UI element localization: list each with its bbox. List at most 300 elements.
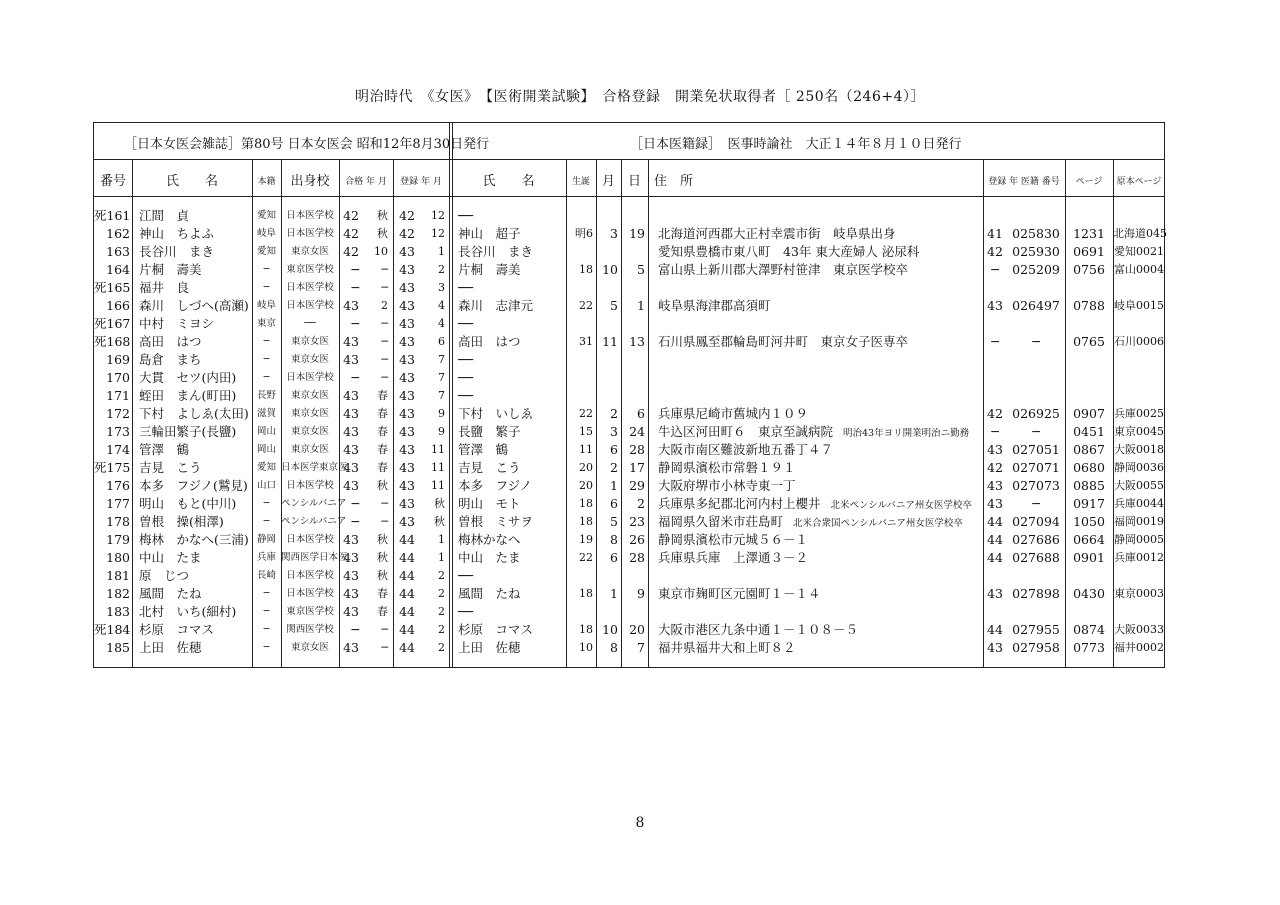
cell-name: 吉見 こう (139, 460, 202, 475)
address-text: 牛込区河田町６ 東京至誠病院 (658, 424, 834, 439)
table-row (94, 513, 1164, 531)
cell-name: 森川 しづへ(高瀬) (139, 298, 249, 313)
cell-num: 163 (106, 244, 130, 259)
cell-birth-day: 28 (629, 550, 645, 565)
cell-address (658, 297, 982, 317)
cell-address (658, 531, 982, 551)
cell-oldpage: 兵庫0025 (1114, 407, 1164, 420)
table-row (94, 441, 1164, 459)
cell-school: 東京女医 (290, 444, 329, 455)
cell-name2: 吉見 こう (458, 460, 521, 475)
address-text: 兵庫県兵庫 上澤通３－２ (658, 550, 809, 565)
cell-origin: 愛知 (256, 246, 276, 257)
cell-reg-year: 43 (399, 460, 415, 475)
cell-num: 173 (106, 424, 130, 439)
cell-name2: ── (458, 208, 474, 223)
cell-reg-year: 43 (399, 262, 415, 277)
cell-pass-month: 春 (377, 407, 388, 420)
cell-reg-number: 027051 (1012, 442, 1060, 457)
cell-oldpage: 兵庫0012 (1114, 551, 1164, 564)
cell-origin: 東京 (256, 318, 276, 329)
cell-oldpage: 福井0002 (1114, 641, 1164, 654)
cell-num: 164 (106, 262, 130, 277)
cell-origin: 長崎 (256, 570, 276, 581)
header-page: ページ (1075, 177, 1103, 187)
cell-origin: 岐阜 (256, 300, 276, 311)
cell-oldpage: 石川0006 (1114, 335, 1164, 348)
cell-birth-month: 5 (610, 514, 618, 529)
cell-pass-year: 43 (343, 442, 359, 457)
cell-birth-year: 10 (579, 641, 593, 654)
cell-num: 182 (106, 586, 130, 601)
address-text: 北海道河西郡大正村幸震市街 岐阜県出身 (658, 226, 896, 241)
cell-name2: 明山 モト (458, 496, 521, 511)
cell-reg-number: 027898 (1012, 586, 1060, 601)
address-text: 大阪市港区九条中通１－１０８－５ (658, 622, 859, 637)
cell-reg-year: 44 (399, 586, 415, 601)
cell-name: 大貫 セツ(内田) (139, 370, 237, 385)
cell-page: 0430 (1073, 586, 1105, 601)
cell-pass-year: 43 (343, 388, 359, 403)
address-text: 岐阜県海津郡高須町 (658, 298, 771, 313)
cell-birth-year: 31 (579, 335, 593, 348)
cell-reg-year2: 43 (987, 496, 1003, 511)
cell-address (658, 513, 982, 533)
table-row (94, 639, 1164, 657)
cell-birth-month: 2 (610, 460, 618, 475)
address-text: 静岡県濱松市常磐１９１ (658, 460, 796, 475)
cell-name2: 片桐 壽美 (458, 262, 521, 277)
cell-name2: ── (458, 280, 474, 295)
cell-pass-month: ─ (381, 353, 388, 366)
cell-origin: ─ (263, 624, 270, 635)
cell-school: 東京女医 (290, 426, 329, 437)
cell-name2: 梅林かなへ (458, 532, 521, 547)
table-row (94, 603, 1164, 621)
cell-origin: 兵庫 (256, 552, 276, 563)
cell-address (658, 387, 982, 407)
cell-birth-month: 3 (610, 226, 618, 241)
cell-name: 本多 フジノ(鷲見) (139, 478, 248, 493)
cell-pass-month: 春 (377, 587, 388, 600)
cell-reg-number: ─ (1032, 424, 1040, 439)
cell-reg-year: 42 (399, 226, 415, 241)
cell-num: 183 (106, 604, 130, 619)
cell-origin: 静岡 (256, 534, 276, 545)
cell-pass-year: 42 (343, 208, 359, 223)
cell-origin: 岡山 (256, 444, 276, 455)
cell-reg-year2: ─ (991, 262, 999, 277)
cell-birth-day: 7 (637, 640, 645, 655)
cell-reg-number: 025209 (1012, 262, 1060, 277)
cell-origin: ─ (263, 372, 270, 383)
cell-school: 日本医学校 (286, 300, 334, 311)
cell-reg-year2: ─ (991, 334, 999, 349)
cell-pass-month: 秋 (377, 209, 388, 222)
cell-name: 北村 いち(細村) (139, 604, 237, 619)
cell-num: 166 (106, 298, 130, 313)
address-note: 北米合衆国ペンシルバニア州女医学校卒 (793, 518, 963, 529)
cell-school: 東京女医 (290, 336, 329, 347)
cell-page: 0907 (1073, 406, 1105, 421)
table-row (94, 297, 1164, 315)
cell-name2: ── (458, 316, 474, 331)
cell-oldpage: 静岡0036 (1114, 461, 1164, 474)
cell-school: 東京女医 (290, 408, 329, 419)
cell-reg-number: 025830 (1012, 226, 1060, 241)
cell-oldpage: 大阪0018 (1114, 443, 1164, 456)
cell-reg-month: 3 (438, 281, 445, 294)
header-day: 日 (627, 174, 641, 189)
cell-address (658, 333, 982, 353)
cell-origin: ─ (263, 642, 270, 653)
cell-birth-month: 8 (610, 532, 618, 547)
cell-address (658, 405, 982, 425)
cell-num: 170 (106, 370, 130, 385)
cell-page: 0901 (1073, 550, 1105, 565)
cell-pass-month: 春 (377, 389, 388, 402)
cell-pass-month: 春 (377, 443, 388, 456)
cell-reg-year: 43 (399, 370, 415, 385)
cell-reg-year: 43 (399, 352, 415, 367)
cell-reg-year: 43 (399, 442, 415, 457)
cell-pass-month: ─ (381, 515, 388, 528)
cell-school: ペンシルバニア (281, 516, 347, 527)
cell-pass-year: 43 (343, 550, 359, 565)
cell-oldpage: 北海道045 (1113, 227, 1167, 240)
cell-pass-year: 43 (343, 334, 359, 349)
cell-reg-month: 秋 (434, 515, 445, 528)
cell-name2: 森川 志津元 (458, 298, 534, 313)
cell-name2: ── (458, 604, 474, 619)
cell-name2: 下村 いしゑ (458, 406, 534, 421)
cell-reg-number: 027955 (1012, 622, 1060, 637)
table-row (94, 207, 1164, 225)
cell-reg-number: 027686 (1012, 532, 1060, 547)
cell-origin: ─ (263, 336, 270, 347)
cell-page: 0680 (1073, 460, 1105, 475)
table-row (94, 495, 1164, 513)
cell-reg-year: 43 (399, 334, 415, 349)
cell-reg-month: 2 (438, 569, 445, 582)
cell-pass-year: 43 (343, 406, 359, 421)
cell-reg-year: 44 (399, 550, 415, 565)
cell-address (658, 495, 982, 515)
cell-oldpage: 東京0045 (1114, 425, 1164, 438)
cell-name: 神山 ちよふ (139, 226, 215, 241)
cell-origin: ─ (263, 282, 270, 293)
cell-reg-number: 027071 (1012, 460, 1060, 475)
cell-school: ペンシルバニア (281, 498, 347, 509)
cell-origin: ─ (263, 498, 270, 509)
cell-oldpage: 富山0004 (1114, 263, 1164, 276)
cell-reg-month: 7 (438, 389, 445, 402)
cell-address (658, 225, 982, 245)
cell-reg-number: 027094 (1012, 514, 1060, 529)
cell-num: 死168 (94, 334, 131, 349)
cell-school: 日本医学校 (286, 210, 334, 221)
cell-origin: ─ (263, 516, 270, 527)
cell-origin: 愛知 (256, 210, 276, 221)
header-oldpage: 原本ページ (1116, 177, 1162, 187)
cell-reg-year: 43 (399, 388, 415, 403)
cell-reg-month: 2 (438, 605, 445, 618)
cell-num: 死165 (94, 280, 131, 295)
address-text: 大阪市南区難波新地五番丁４７ (658, 442, 834, 457)
header-origin: 本籍 (257, 177, 276, 187)
cell-origin: ─ (263, 264, 270, 275)
cell-pass-month: ─ (381, 263, 388, 276)
header-name2: 氏 名 (482, 174, 535, 189)
cell-school: 日本医学校 (286, 228, 334, 239)
cell-name2: 神山 超子 (458, 226, 521, 241)
cell-oldpage: 静岡0005 (1114, 533, 1164, 546)
cell-name: 風間 たね (139, 586, 202, 601)
cell-address (658, 567, 982, 587)
cell-birth-day: 29 (629, 478, 645, 493)
cell-page: 0451 (1073, 424, 1105, 439)
cell-address (658, 423, 982, 443)
cell-birth-year: 20 (579, 479, 593, 492)
cell-num: 169 (106, 352, 130, 367)
header-school: 出身校 (290, 174, 330, 189)
cell-address (658, 315, 982, 335)
cell-pass-year: ─ (351, 370, 359, 385)
cell-school: 東京女医 (290, 354, 329, 365)
table-row (94, 351, 1164, 369)
table-row (94, 315, 1164, 333)
cell-num: 185 (106, 640, 130, 655)
cell-birth-year: 18 (579, 263, 593, 276)
cell-birth-month: 6 (610, 496, 618, 511)
cell-name2: 長谷川 まき (458, 244, 534, 259)
cell-birth-year: 18 (579, 515, 593, 528)
cell-origin: 滋賀 (256, 408, 276, 419)
cell-address (658, 477, 982, 497)
cell-num: 172 (106, 406, 130, 421)
cell-reg-year2: 43 (987, 442, 1003, 457)
cell-name: 中山 たま (139, 550, 202, 565)
cell-name2: 中山 たま (458, 550, 521, 565)
cell-address (658, 459, 982, 479)
cell-school: 東京医学校 (286, 606, 334, 617)
cell-reg-number: 026497 (1012, 298, 1060, 313)
cell-birth-day: 17 (629, 460, 645, 475)
cell-school: 日本医学校 (286, 282, 334, 293)
cell-birth-month: 11 (602, 334, 618, 349)
cell-oldpage: 東京0003 (1114, 587, 1164, 600)
table-row (94, 369, 1164, 387)
cell-name: 三輪田繁子(長鹽) (139, 424, 237, 439)
cell-reg-month: 2 (438, 587, 445, 600)
cell-pass-year: 43 (343, 298, 359, 313)
cell-name: 片桐 壽美 (139, 262, 202, 277)
cell-reg-year: 43 (399, 316, 415, 331)
table-row (94, 423, 1164, 441)
cell-pass-year: 42 (343, 244, 359, 259)
cell-name2: 上田 佐穂 (458, 640, 521, 655)
cell-reg-month: 11 (431, 479, 445, 492)
header-num: 番号 (99, 174, 126, 189)
address-note: 明治43年ヨリ開業明治ニ勤務 (843, 428, 970, 439)
cell-pass-year: 43 (343, 478, 359, 493)
cell-reg-month: 6 (438, 335, 445, 348)
cell-reg-number: 025930 (1012, 244, 1060, 259)
cell-num: 178 (106, 514, 130, 529)
cell-name2: ── (458, 370, 474, 385)
cell-birth-day: 26 (629, 532, 645, 547)
cell-pass-month: ─ (381, 281, 388, 294)
cell-address (658, 585, 982, 605)
left-section-title: ［日本女医会雑誌］第80号 日本女医会 昭和12年8月30日発行 (124, 137, 490, 152)
table-row (94, 333, 1164, 351)
cell-reg-year: 43 (399, 424, 415, 439)
cell-pass-year: 43 (343, 586, 359, 601)
cell-reg-year: 44 (399, 532, 415, 547)
cell-birth-year: 22 (579, 299, 593, 312)
cell-name: 曽根 操(相澤) (139, 514, 224, 529)
cell-pass-year: ─ (351, 262, 359, 277)
cell-reg-month: 11 (431, 461, 445, 474)
address-text: 愛知県豊橋市東八町 43年 東大産婦人 泌尿科 (658, 244, 920, 259)
cell-name2: 本多 フジノ (458, 478, 533, 493)
cell-reg-month: 1 (438, 551, 445, 564)
address-text: 静岡県濱松市元城５６－１ (658, 532, 809, 547)
cell-reg-month: 7 (438, 353, 445, 366)
header-regno: 登録 年 医籍 番号 (988, 177, 1060, 187)
cell-birth-month: 6 (610, 550, 618, 565)
cell-num: 177 (106, 496, 130, 511)
page-number: 8 (635, 815, 645, 831)
records-table (93, 122, 1165, 668)
cell-origin: 岡山 (256, 426, 276, 437)
cell-birth-day: 19 (629, 226, 645, 241)
cell-name: 明山 もと(中川) (139, 496, 237, 511)
cell-school: 日本医学東京医 (281, 462, 348, 473)
cell-birth-day: 20 (629, 622, 645, 637)
cell-pass-month: 10 (374, 245, 388, 258)
cell-birth-month: 8 (610, 640, 618, 655)
cell-reg-year2: 44 (987, 514, 1003, 529)
cell-birth-day: 1 (637, 298, 645, 313)
table-row (94, 405, 1164, 423)
cell-page: 0788 (1073, 298, 1105, 313)
cell-page: 0885 (1073, 478, 1105, 493)
cell-oldpage: 大阪0033 (1114, 623, 1164, 636)
header-name: 氏 名 (165, 174, 218, 189)
cell-pass-month: ─ (381, 641, 388, 654)
cell-reg-month: 11 (431, 443, 445, 456)
cell-pass-year: 43 (343, 568, 359, 583)
cell-birth-year: 明6 (575, 227, 593, 240)
cell-origin: ─ (263, 354, 270, 365)
cell-reg-number: ─ (1032, 496, 1040, 511)
cell-reg-month: 12 (431, 209, 445, 222)
cell-oldpage: 大阪0055 (1114, 479, 1164, 492)
cell-pass-year: ─ (351, 280, 359, 295)
cell-reg-number: 026925 (1012, 406, 1060, 421)
cell-reg-year2: 43 (987, 586, 1003, 601)
table-row (94, 585, 1164, 603)
cell-pass-month: 秋 (377, 551, 388, 564)
cell-reg-year2: 43 (987, 640, 1003, 655)
cell-num: 181 (106, 568, 130, 583)
cell-name2: ── (458, 568, 474, 583)
cell-oldpage: 福岡0019 (1114, 515, 1164, 528)
table-body (94, 207, 1167, 657)
cell-reg-year: 42 (399, 208, 415, 223)
table-row (94, 387, 1164, 405)
cell-page: 0664 (1073, 532, 1105, 547)
cell-name: 下村 よしゑ(太田) (139, 406, 249, 421)
cell-pass-year: 43 (343, 352, 359, 367)
cell-birth-month: 2 (610, 406, 618, 421)
cell-address (658, 639, 982, 659)
cell-oldpage: 岐阜0015 (1114, 299, 1164, 312)
cell-page: 0773 (1073, 640, 1105, 655)
cell-pass-month: 秋 (377, 227, 388, 240)
cell-address (658, 369, 982, 389)
cell-reg-year2: 44 (987, 532, 1003, 547)
cell-origin: 岐阜 (256, 228, 276, 239)
cell-origin: ─ (263, 588, 270, 599)
cell-birth-month: 10 (602, 622, 618, 637)
cell-reg-month: 4 (438, 299, 445, 312)
cell-pass-month: ─ (381, 371, 388, 384)
cell-school: 東京女医 (290, 642, 329, 653)
cell-birth-day: 6 (637, 406, 645, 421)
table-row (94, 549, 1164, 567)
cell-reg-year: 43 (399, 478, 415, 493)
cell-pass-year: 43 (343, 532, 359, 547)
cell-page: 0874 (1073, 622, 1105, 637)
cell-address (658, 351, 982, 371)
cell-school: 東京医学校 (286, 264, 334, 275)
cell-birth-day: 28 (629, 442, 645, 457)
cell-reg-year2: 43 (987, 478, 1003, 493)
cell-page: 0765 (1073, 334, 1105, 349)
cell-school: 東京女医 (290, 246, 329, 257)
cell-birth-year: 20 (579, 461, 593, 474)
cell-birth-day: 9 (637, 586, 645, 601)
cell-pass-month: 秋 (377, 479, 388, 492)
cell-school: 日本医学校 (286, 372, 334, 383)
header-month: 月 (601, 174, 615, 189)
cell-reg-year: 43 (399, 280, 415, 295)
cell-address (658, 441, 982, 461)
table-row (94, 567, 1164, 585)
cell-name: 杉原 コマス (139, 622, 215, 637)
cell-address (658, 621, 982, 641)
table-row (94, 459, 1164, 477)
cell-school: 日本医学校 (286, 534, 334, 545)
cell-name: 島倉 まち (139, 352, 202, 367)
cell-address (658, 603, 982, 623)
cell-reg-year2: 44 (987, 622, 1003, 637)
cell-reg-year2: 43 (987, 298, 1003, 313)
table-row (94, 531, 1164, 549)
cell-birth-month: 1 (610, 478, 618, 493)
cell-reg-month: 4 (438, 317, 445, 330)
cell-reg-month: 1 (438, 245, 445, 258)
cell-reg-month: 2 (438, 623, 445, 636)
cell-birth-day: 13 (629, 334, 645, 349)
cell-reg-year2: 44 (987, 550, 1003, 565)
cell-num: 176 (106, 478, 130, 493)
cell-address (658, 207, 982, 227)
cell-page: 0691 (1073, 244, 1105, 259)
cell-address (658, 549, 982, 569)
